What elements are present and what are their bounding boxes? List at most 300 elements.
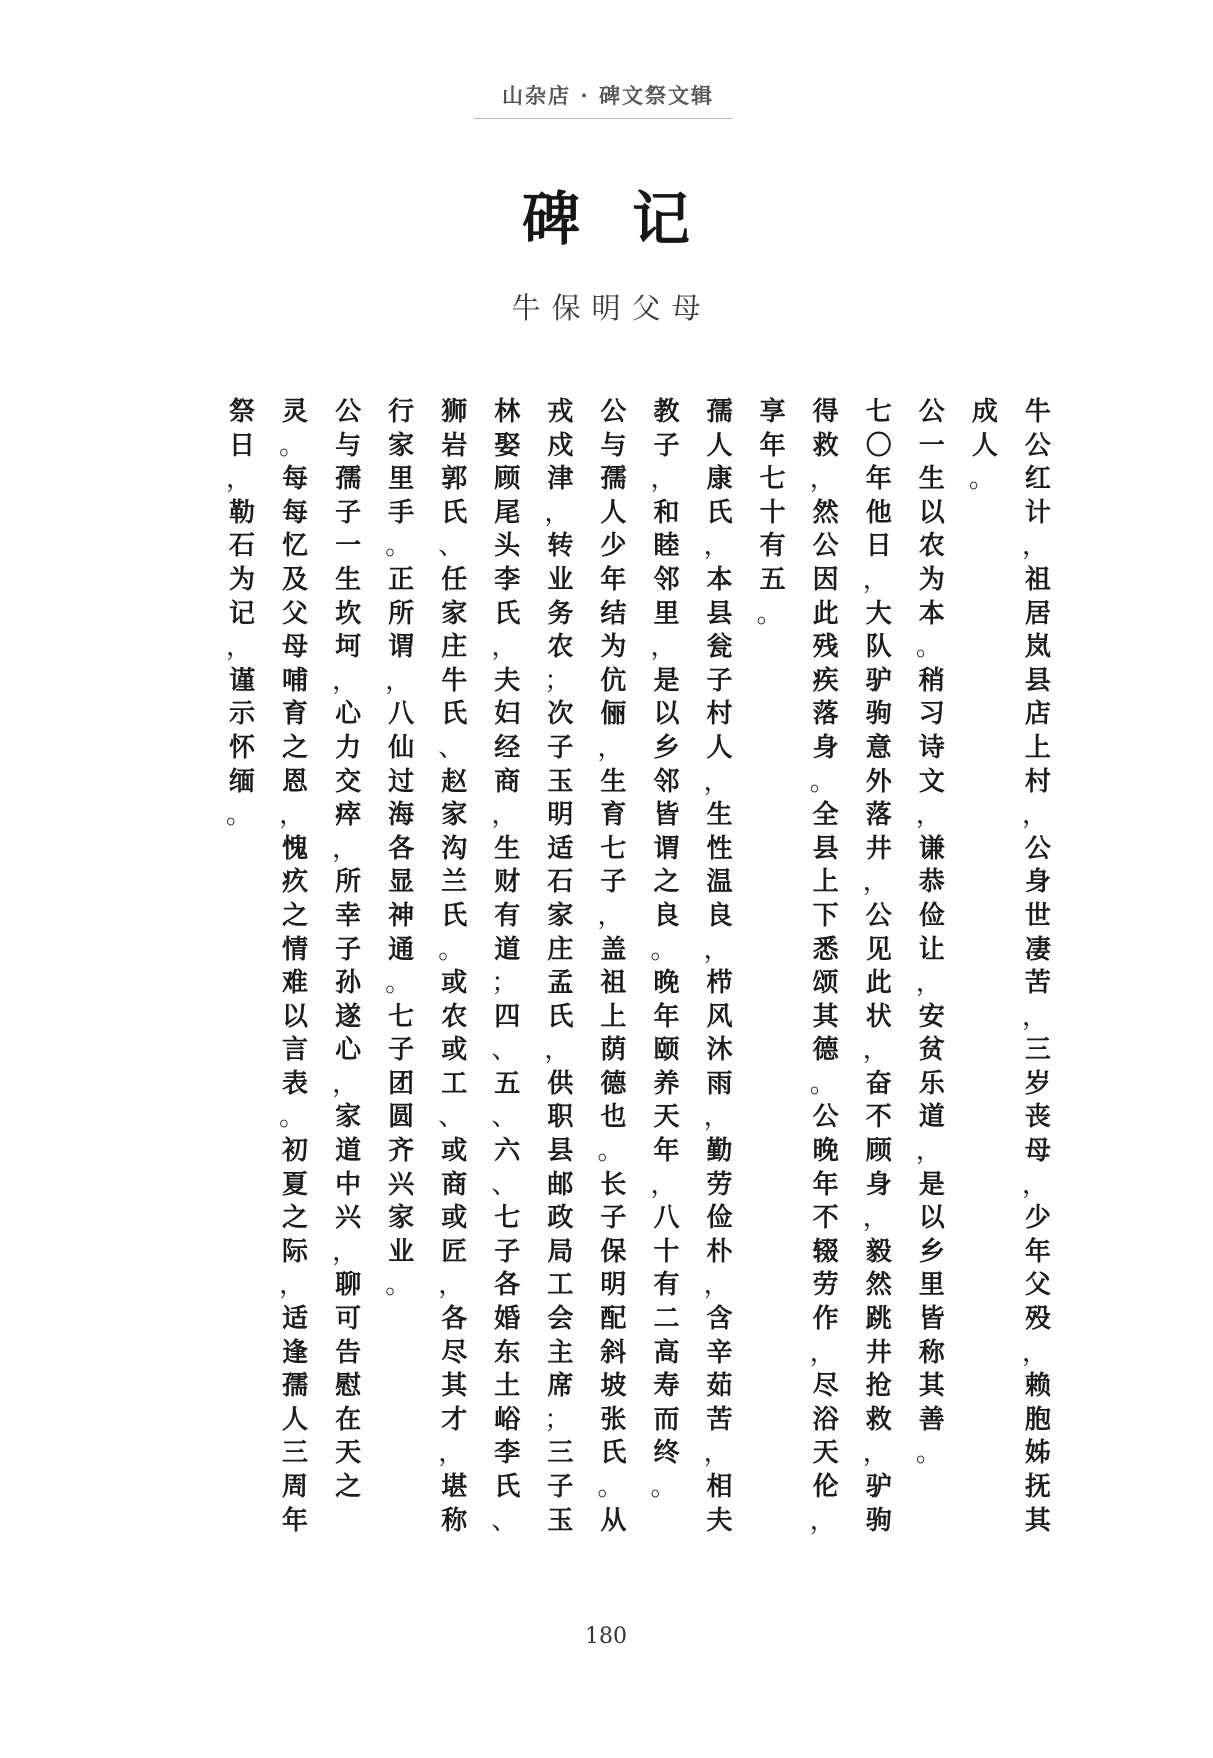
text-glyph: 乐 bbox=[918, 1068, 945, 1099]
text-glyph: ， bbox=[703, 1270, 730, 1301]
text-glyph: 以 bbox=[282, 1001, 309, 1032]
running-header: 山杂店 · 碑文祭文辑 bbox=[502, 83, 714, 108]
text-glyph: 邻 bbox=[653, 766, 680, 797]
text-glyph: 、 bbox=[438, 531, 465, 562]
text-glyph: 峪 bbox=[494, 1404, 521, 1435]
text-glyph: ， bbox=[862, 1203, 889, 1234]
text-glyph: 不 bbox=[812, 1203, 839, 1234]
text-glyph: 明 bbox=[600, 1270, 627, 1301]
text-glyph: 每 bbox=[282, 464, 309, 495]
text-glyph: 。 bbox=[385, 531, 412, 562]
text-glyph: 县 bbox=[706, 598, 733, 629]
text-glyph: 牛 bbox=[441, 665, 468, 696]
text-glyph: 八 bbox=[388, 699, 415, 730]
text-glyph: 父 bbox=[1024, 1270, 1051, 1301]
text-glyph: 席 bbox=[547, 1371, 574, 1402]
text-glyph: 德 bbox=[600, 1068, 627, 1099]
text-glyph: 里 bbox=[653, 598, 680, 629]
text-glyph: 坡 bbox=[600, 1371, 627, 1402]
text-glyph: 苦 bbox=[1024, 968, 1051, 999]
text-glyph: 心 bbox=[335, 1035, 362, 1066]
text-glyph: 有 bbox=[653, 1270, 680, 1301]
text-glyph: ， bbox=[703, 1438, 730, 1469]
text-glyph: 匠 bbox=[441, 1236, 468, 1267]
text-glyph: ， bbox=[1021, 1001, 1048, 1032]
text-glyph: ， bbox=[650, 632, 677, 663]
text-glyph: 胞 bbox=[1024, 1404, 1051, 1435]
text-glyph: 然 bbox=[865, 1270, 892, 1301]
text-glyph: 齐 bbox=[388, 1136, 415, 1167]
text-glyph: 商 bbox=[441, 1169, 468, 1200]
text-glyph: 戍 bbox=[547, 430, 574, 461]
text-glyph: 天 bbox=[653, 1102, 680, 1133]
text-glyph: 大 bbox=[865, 598, 892, 629]
text-glyph: 。 bbox=[915, 632, 942, 663]
text-glyph: 牛 bbox=[1024, 397, 1051, 427]
text-glyph: 日 bbox=[865, 531, 892, 562]
text-glyph: 玉 bbox=[547, 1505, 574, 1536]
text-glyph: 过 bbox=[388, 766, 415, 797]
text-glyph: 石 bbox=[547, 867, 574, 898]
text-glyph: 主 bbox=[547, 1337, 574, 1368]
text-glyph: 、 bbox=[438, 1102, 465, 1133]
text-column bbox=[326, 396, 370, 1556]
text-glyph: 中 bbox=[335, 1169, 362, 1200]
text-glyph: 养 bbox=[653, 1068, 680, 1099]
text-glyph: 孺 bbox=[335, 464, 362, 495]
text-glyph: 与 bbox=[600, 430, 627, 461]
text-glyph: 伉 bbox=[600, 665, 627, 696]
text-glyph: 勤 bbox=[706, 1136, 733, 1167]
text-glyph: 其 bbox=[441, 1371, 468, 1402]
text-glyph: 外 bbox=[865, 766, 892, 797]
text-glyph: ， bbox=[226, 464, 253, 495]
text-glyph: 队 bbox=[865, 632, 892, 663]
text-glyph: 手 bbox=[388, 497, 415, 528]
text-glyph: 一 bbox=[335, 531, 362, 562]
text-glyph: 哺 bbox=[282, 665, 309, 696]
text-glyph: 年 bbox=[653, 1136, 680, 1167]
text-glyph: 道 bbox=[335, 1136, 362, 1167]
text-glyph: 孺 bbox=[282, 1371, 309, 1402]
text-glyph: ， bbox=[703, 1102, 730, 1133]
text-glyph: 红 bbox=[1024, 464, 1051, 495]
text-glyph: 安 bbox=[918, 1001, 945, 1032]
text-glyph: 以 bbox=[918, 497, 945, 528]
page-number: 180 bbox=[585, 1624, 627, 1649]
text-glyph: 所 bbox=[335, 867, 362, 898]
text-glyph: 土 bbox=[494, 1371, 521, 1402]
text-glyph: 坷 bbox=[335, 632, 362, 663]
text-glyph: 贫 bbox=[918, 1035, 945, 1066]
text-glyph: 身 bbox=[865, 1169, 892, 1200]
text-glyph: 生 bbox=[706, 800, 733, 831]
text-glyph: 居 bbox=[1024, 598, 1051, 629]
text-glyph: 业 bbox=[388, 1236, 415, 1267]
text-glyph: 商 bbox=[494, 766, 521, 797]
text-glyph: 坎 bbox=[335, 598, 362, 629]
text-glyph: 德 bbox=[812, 1035, 839, 1066]
text-glyph: 岁 bbox=[1024, 1068, 1051, 1099]
text-glyph: 上 bbox=[600, 1001, 627, 1032]
text-glyph: 邻 bbox=[653, 564, 680, 595]
text-glyph: 在 bbox=[335, 1404, 362, 1435]
text-glyph: 有 bbox=[494, 900, 521, 931]
text-glyph: 张 bbox=[600, 1404, 627, 1435]
text-column bbox=[273, 396, 317, 1556]
text-glyph: ； bbox=[544, 1404, 571, 1435]
text-glyph: ， bbox=[862, 564, 889, 595]
text-glyph: 慰 bbox=[335, 1371, 362, 1402]
text-glyph: 。 bbox=[968, 464, 995, 495]
text-glyph: 性 bbox=[706, 833, 733, 864]
text-glyph: 驴 bbox=[865, 665, 892, 696]
text-glyph: 教 bbox=[653, 397, 680, 427]
text-column bbox=[698, 396, 742, 1556]
text-glyph: 政 bbox=[547, 1203, 574, 1234]
text-glyph: 及 bbox=[282, 564, 309, 595]
text-glyph: 郭 bbox=[441, 464, 468, 495]
text-glyph: 跳 bbox=[865, 1304, 892, 1335]
text-glyph: 适 bbox=[547, 833, 574, 864]
text-glyph: 育 bbox=[282, 699, 309, 730]
text-glyph: 神 bbox=[388, 900, 415, 931]
text-glyph: 各 bbox=[441, 1304, 468, 1335]
text-glyph: 子 bbox=[494, 1236, 521, 1267]
text-column bbox=[645, 396, 689, 1556]
text-column bbox=[857, 396, 901, 1556]
text-glyph: 子 bbox=[547, 1472, 574, 1502]
text-glyph: 村 bbox=[1024, 766, 1051, 797]
text-glyph: 县 bbox=[812, 833, 839, 864]
text-glyph: ； bbox=[491, 968, 518, 999]
text-glyph: 店 bbox=[1024, 699, 1051, 730]
text-glyph: 或 bbox=[441, 1035, 468, 1066]
text-glyph: ， bbox=[703, 934, 730, 965]
text-glyph: 石 bbox=[228, 531, 255, 562]
text-glyph: 晚 bbox=[653, 968, 680, 999]
text-glyph: 良 bbox=[653, 900, 680, 931]
text-glyph: 海 bbox=[388, 800, 415, 831]
text-glyph: 本 bbox=[706, 564, 733, 595]
text-column bbox=[220, 396, 264, 1556]
text-glyph: 氏 bbox=[441, 497, 468, 528]
text-glyph: 心 bbox=[335, 699, 362, 730]
text-glyph: 诗 bbox=[918, 732, 945, 763]
text-glyph: 狮 bbox=[441, 397, 468, 427]
text-glyph: 其 bbox=[918, 1371, 945, 1402]
text-glyph: 文 bbox=[918, 766, 945, 797]
text-glyph: 五 bbox=[494, 1068, 521, 1099]
text-glyph: 颂 bbox=[812, 968, 839, 999]
text-glyph: 李 bbox=[494, 1438, 521, 1469]
text-glyph: 。 bbox=[597, 1472, 624, 1502]
text-glyph: 怀 bbox=[228, 732, 255, 763]
text-glyph: 经 bbox=[494, 732, 521, 763]
text-glyph: 。 bbox=[385, 968, 412, 999]
text-glyph: 配 bbox=[600, 1304, 627, 1335]
text-glyph: 伦 bbox=[812, 1472, 839, 1502]
text-glyph: 以 bbox=[653, 699, 680, 730]
text-glyph: ， bbox=[915, 968, 942, 999]
text-glyph: ， bbox=[332, 833, 359, 864]
text-glyph: 之 bbox=[282, 732, 309, 763]
text-glyph: 七 bbox=[388, 1001, 415, 1032]
text-glyph: 也 bbox=[600, 1102, 627, 1133]
text-glyph: 生 bbox=[494, 833, 521, 864]
text-glyph: 农 bbox=[441, 1001, 468, 1032]
text-glyph: 。 bbox=[915, 1438, 942, 1469]
text-glyph: ， bbox=[650, 1169, 677, 1200]
text-glyph: 享 bbox=[759, 397, 786, 427]
text-glyph: 、 bbox=[491, 1169, 518, 1200]
text-glyph: ， bbox=[544, 497, 571, 528]
text-glyph: 皆 bbox=[918, 1304, 945, 1335]
text-glyph: 是 bbox=[653, 665, 680, 696]
text-glyph: 高 bbox=[653, 1337, 680, 1368]
text-glyph: 二 bbox=[653, 1304, 680, 1335]
text-glyph: 家 bbox=[388, 430, 415, 461]
text-glyph: 殁 bbox=[1024, 1304, 1051, 1335]
text-column bbox=[910, 396, 954, 1556]
text-glyph: 驹 bbox=[865, 699, 892, 730]
text-glyph: 次 bbox=[547, 699, 574, 730]
text-glyph: ， bbox=[597, 900, 624, 931]
text-glyph: 正 bbox=[388, 564, 415, 595]
text-glyph: 本 bbox=[918, 598, 945, 629]
text-glyph: 。 bbox=[597, 1136, 624, 1167]
text-glyph: 孙 bbox=[335, 968, 362, 999]
text-glyph: 一 bbox=[918, 430, 945, 461]
text-glyph: ， bbox=[597, 732, 624, 763]
text-glyph: 此 bbox=[812, 598, 839, 629]
text-glyph: 之 bbox=[335, 1472, 362, 1502]
text-glyph: 奋 bbox=[865, 1068, 892, 1099]
text-glyph: 子 bbox=[388, 1035, 415, 1066]
text-glyph: 顾 bbox=[494, 464, 521, 495]
header-rule bbox=[474, 118, 732, 119]
text-glyph: ， bbox=[226, 632, 253, 663]
text-glyph: 孺 bbox=[600, 464, 627, 495]
text-glyph: 让 bbox=[918, 934, 945, 965]
text-glyph: ， bbox=[915, 1136, 942, 1167]
text-glyph: 遂 bbox=[335, 1001, 362, 1032]
text-glyph: 农 bbox=[547, 632, 574, 663]
text-glyph: ； bbox=[544, 665, 571, 696]
text-glyph: 尽 bbox=[441, 1337, 468, 1368]
text-glyph: 人 bbox=[971, 430, 998, 461]
text-glyph: 灵 bbox=[282, 397, 309, 427]
text-glyph: 忆 bbox=[282, 531, 309, 562]
text-glyph: 成 bbox=[971, 397, 998, 427]
text-glyph: 恩 bbox=[282, 766, 309, 797]
text-glyph: 氏 bbox=[494, 598, 521, 629]
text-glyph: 子 bbox=[335, 934, 362, 965]
text-glyph: 井 bbox=[865, 833, 892, 864]
text-glyph: 上 bbox=[812, 867, 839, 898]
text-glyph: 戎 bbox=[547, 397, 574, 427]
text-glyph: 人 bbox=[706, 430, 733, 461]
text-glyph: ， bbox=[1021, 531, 1048, 562]
text-glyph: 。 bbox=[226, 800, 253, 831]
text-glyph: 堪 bbox=[441, 1472, 468, 1502]
text-glyph: 。 bbox=[756, 598, 783, 629]
text-glyph: 或 bbox=[441, 1136, 468, 1167]
text-glyph: 稍 bbox=[918, 665, 945, 696]
text-glyph: 作 bbox=[812, 1304, 839, 1335]
text-glyph: 聊 bbox=[335, 1270, 362, 1301]
text-glyph: 业 bbox=[547, 564, 574, 595]
text-glyph: 言 bbox=[282, 1035, 309, 1066]
text-glyph: 长 bbox=[600, 1169, 627, 1200]
text-glyph: 沟 bbox=[441, 833, 468, 864]
text-glyph: ， bbox=[1021, 1337, 1048, 1368]
text-glyph: 天 bbox=[335, 1438, 362, 1469]
text-glyph: 育 bbox=[600, 800, 627, 831]
text-glyph: 。 bbox=[650, 934, 677, 965]
text-column bbox=[751, 396, 795, 1556]
text-glyph: 良 bbox=[706, 900, 733, 931]
text-glyph: 瘁 bbox=[335, 800, 362, 831]
text-glyph: 盖 bbox=[600, 934, 627, 965]
text-glyph: 记 bbox=[228, 598, 255, 629]
text-glyph: 局 bbox=[547, 1236, 574, 1267]
text-glyph: 子 bbox=[653, 430, 680, 461]
text-glyph: ， bbox=[862, 867, 889, 898]
text-glyph: 婚 bbox=[494, 1304, 521, 1335]
text-glyph: 岩 bbox=[441, 430, 468, 461]
text-glyph: 年 bbox=[1024, 1236, 1051, 1267]
text-column bbox=[379, 396, 423, 1556]
text-glyph: 公 bbox=[918, 397, 945, 427]
text-glyph: 庄 bbox=[547, 934, 574, 965]
text-glyph: 邮 bbox=[547, 1169, 574, 1200]
text-glyph: 孟 bbox=[547, 968, 574, 999]
text-glyph: 之 bbox=[282, 900, 309, 931]
text-glyph: 落 bbox=[865, 800, 892, 831]
text-glyph: 子 bbox=[335, 497, 362, 528]
text-glyph: 夫 bbox=[494, 665, 521, 696]
text-glyph: 恭 bbox=[918, 867, 945, 898]
text-glyph: 。 bbox=[385, 1270, 412, 1301]
text-glyph: 幸 bbox=[335, 900, 362, 931]
text-glyph: 里 bbox=[388, 464, 415, 495]
text-glyph: 生 bbox=[600, 766, 627, 797]
text-glyph: 是 bbox=[918, 1169, 945, 1200]
text-glyph: 才 bbox=[441, 1404, 468, 1435]
text-glyph: 见 bbox=[865, 934, 892, 965]
text-glyph: 皆 bbox=[653, 800, 680, 831]
text-glyph: 辍 bbox=[812, 1236, 839, 1267]
text-glyph: 辛 bbox=[706, 1337, 733, 1368]
text-glyph: 庄 bbox=[441, 632, 468, 663]
text-glyph: 表 bbox=[282, 1068, 309, 1099]
text-glyph: 睦 bbox=[653, 531, 680, 562]
text-glyph: ， bbox=[332, 1068, 359, 1099]
text-glyph: 年 bbox=[865, 464, 892, 495]
text-glyph: 结 bbox=[600, 598, 627, 629]
text-glyph: 十 bbox=[759, 497, 786, 528]
text-glyph: 、 bbox=[491, 1102, 518, 1133]
text-glyph: 道 bbox=[918, 1102, 945, 1133]
text-glyph: 、 bbox=[491, 1035, 518, 1066]
text-glyph: 保 bbox=[600, 1236, 627, 1267]
text-glyph: 世 bbox=[1024, 900, 1051, 931]
text-glyph: 仙 bbox=[388, 732, 415, 763]
text-column bbox=[538, 396, 582, 1556]
text-glyph: 任 bbox=[441, 564, 468, 595]
text-glyph: 乡 bbox=[653, 732, 680, 763]
text-glyph: 年 bbox=[282, 1505, 309, 1536]
text-glyph: 。 bbox=[279, 1102, 306, 1133]
text-glyph: 氏 bbox=[600, 1438, 627, 1469]
text-glyph: 公 bbox=[600, 397, 627, 427]
text-glyph: 此 bbox=[865, 968, 892, 999]
text-glyph: ， bbox=[1021, 1169, 1048, 1200]
text-glyph: 八 bbox=[653, 1203, 680, 1234]
text-glyph: 驴 bbox=[865, 1472, 892, 1502]
text-glyph: 交 bbox=[335, 766, 362, 797]
text-column bbox=[963, 396, 1007, 1556]
text-glyph: 头 bbox=[494, 531, 521, 562]
text-glyph: 职 bbox=[547, 1102, 574, 1133]
text-glyph: 他 bbox=[865, 497, 892, 528]
text-glyph: 疾 bbox=[812, 665, 839, 696]
text-glyph: 习 bbox=[918, 699, 945, 730]
text-glyph: 三 bbox=[282, 1438, 309, 1469]
text-glyph: 村 bbox=[706, 699, 733, 730]
text-glyph: 逢 bbox=[282, 1337, 309, 1368]
text-glyph: 。 bbox=[809, 766, 836, 797]
text-glyph: 愧 bbox=[282, 833, 309, 864]
text-glyph: 财 bbox=[494, 867, 521, 898]
text-glyph: 谨 bbox=[228, 665, 255, 696]
text-glyph: 七 bbox=[600, 833, 627, 864]
text-glyph: 意 bbox=[865, 732, 892, 763]
text-glyph: 津 bbox=[547, 464, 574, 495]
text-glyph: 从 bbox=[600, 1505, 627, 1536]
text-glyph: 颐 bbox=[653, 1035, 680, 1066]
text-glyph: 残 bbox=[812, 632, 839, 663]
text-glyph: 三 bbox=[547, 1438, 574, 1469]
page-subtitle: 牛保明父母 bbox=[511, 291, 712, 325]
text-glyph: 雨 bbox=[706, 1068, 733, 1099]
text-glyph: 俪 bbox=[600, 699, 627, 730]
text-glyph: 里 bbox=[918, 1270, 945, 1301]
text-glyph: 落 bbox=[812, 699, 839, 730]
text-glyph: 夫 bbox=[706, 1505, 733, 1536]
text-glyph: 子 bbox=[600, 1203, 627, 1234]
text-glyph: 晚 bbox=[812, 1136, 839, 1167]
text-glyph: 风 bbox=[706, 1001, 733, 1032]
text-glyph: ， bbox=[438, 1438, 465, 1469]
text-glyph: 子 bbox=[706, 665, 733, 696]
text-glyph: 工 bbox=[441, 1068, 468, 1099]
text-glyph: 日 bbox=[228, 430, 255, 461]
text-glyph: 身 bbox=[812, 732, 839, 763]
text-glyph: 所 bbox=[388, 598, 415, 629]
text-glyph: ， bbox=[703, 531, 730, 562]
text-glyph: 。 bbox=[438, 934, 465, 965]
text-glyph: 人 bbox=[706, 732, 733, 763]
text-glyph: 或 bbox=[441, 1203, 468, 1234]
text-glyph: 身 bbox=[1024, 867, 1051, 898]
text-glyph: 道 bbox=[494, 934, 521, 965]
text-glyph: ， bbox=[650, 464, 677, 495]
text-glyph: 为 bbox=[228, 564, 255, 595]
text-glyph: 与 bbox=[335, 430, 362, 461]
text-glyph: 劳 bbox=[812, 1270, 839, 1301]
